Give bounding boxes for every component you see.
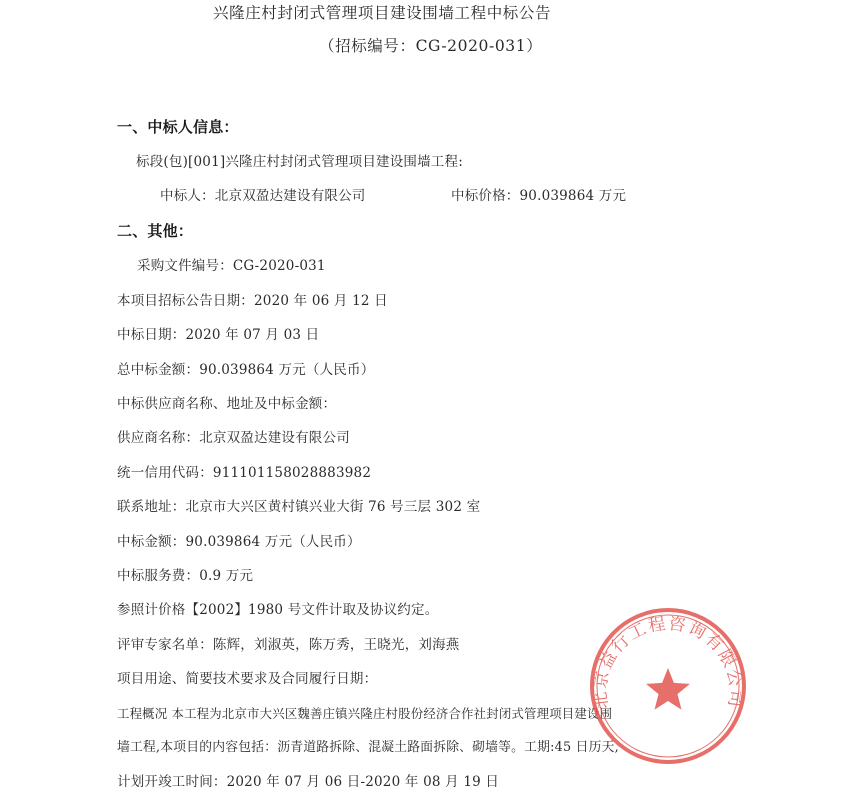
supplier-info-heading: 中标供应商名称、地址及中标金额： — [117, 396, 337, 412]
document-title: 兴隆庄村封闭式管理项目建设围墙工程中标公告 — [213, 4, 552, 22]
tender-number: （招标编号：CG-2020-031） — [319, 37, 543, 55]
announcement-date: 本项目招标公告日期：2020 年 06 月 12 日 — [117, 293, 388, 309]
winning-price: 中标价格：90.039864 万元 — [451, 188, 627, 204]
expert-list: 评审专家名单：陈辉，刘淑英，陈万秀，王晓光，刘海燕 — [117, 637, 460, 653]
star-icon — [646, 668, 690, 710]
award-amount: 中标金额：90.039864 万元（人民币） — [117, 534, 361, 550]
service-fee: 中标服务费：0.9 万元 — [117, 568, 254, 584]
project-overview-line-2: 墙工程,本项目的内容包括：沥青道路拆除、混凝土路面拆除、砌墙等。工期:45 日历天, — [117, 740, 619, 755]
supplier-name: 供应商名称：北京双盈达建设有限公司 — [117, 430, 350, 446]
company-seal — [588, 606, 748, 766]
section-1-heading: 一、中标人信息： — [117, 118, 239, 136]
winner-name: 中标人：北京双盈达建设有限公司 — [160, 188, 366, 204]
schedule-line: 计划开竣工时间：2020 年 07 月 06 日-2020 年 08 月 19 日 — [117, 774, 500, 790]
pricing-basis: 参照计价格【2002】1980 号文件计取及协议约定。 — [117, 602, 439, 618]
award-date: 中标日期：2020 年 07 月 03 日 — [117, 327, 320, 343]
credit-code: 统一信用代码：911101158028883982 — [117, 465, 372, 481]
seal-text: 北京益行工程咨询有限公司 — [590, 613, 746, 711]
contact-address: 联系地址：北京市大兴区黄村镇兴业大街 76 号三层 302 室 — [117, 499, 481, 515]
project-overview-line-1: 工程概况 本工程为北京市大兴区魏善庄镇兴隆庄村股份经济合作社封闭式管理项目建设围 — [117, 706, 613, 721]
lot-line: 标段(包)[001]兴隆庄村封闭式管理项目建设围墙工程: — [136, 154, 463, 170]
section-2-heading: 二、其他： — [117, 222, 194, 240]
procurement-doc-number: 采购文件编号：CG-2020-031 — [137, 258, 326, 274]
total-award-amount: 总中标金额：90.039864 万元（人民币） — [117, 362, 375, 378]
project-purpose-heading: 项目用途、简要技术要求及合同履行日期： — [117, 671, 378, 687]
